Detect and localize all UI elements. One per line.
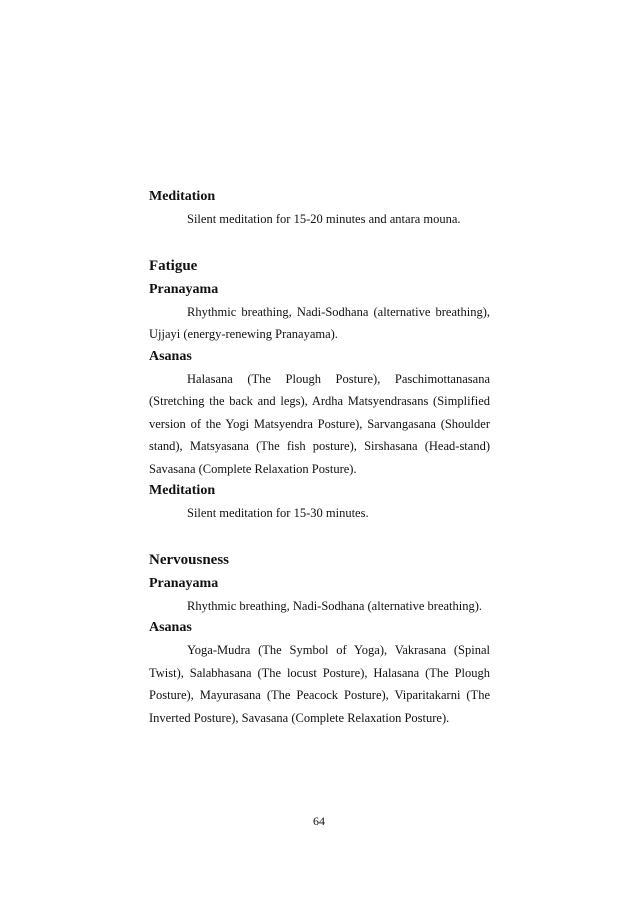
paragraph-pranayama: Rhythmic breathing, Nadi-Sodhana (alternative breathing). bbox=[187, 598, 483, 613]
section-title-fatigue: Fatigue bbox=[149, 257, 198, 274]
subheading-meditation: Meditation bbox=[149, 189, 216, 204]
subheading-pranayama: Pranayama bbox=[149, 281, 219, 297]
spacer bbox=[149, 525, 490, 549]
subheading-asanas: Asanas bbox=[149, 620, 192, 635]
paragraph-asanas: Halasana (The Plough Posture), Paschimottanasana (Stretching the back and legs), Ardha Matsyendrasans (Simplified version of the Yogi Matsyendra Posture), Sarvangasana (Shoulder stand), Matsyasana (The fish posture), Sirshasana (Head-stand) Savasana (Complete Relaxation Posture). bbox=[149, 371, 490, 476]
subheading-pranayama: Pranayama bbox=[149, 575, 219, 591]
paragraph-asanas: Yoga-Mudra (The Symbol of Yoga), Vakrasana (Spinal Twist), Salabhasana (The locust Posture), Halasana (The Plough Posture), Mayurasana (The Peacock Posture), Viparitakarni (The Inverted Posture), Savasana (Complete Relaxation Posture). bbox=[149, 643, 490, 725]
subheading-asanas: Asanas bbox=[149, 348, 192, 364]
paragraph-meditation: Silent meditation for 15-20 minutes and antara mouna. bbox=[187, 212, 461, 226]
page-content bbox=[149, 186, 490, 729]
block-meditation-intro bbox=[149, 186, 490, 231]
section-title-nervousness: Nervousness bbox=[149, 551, 230, 568]
paragraph-meditation: Silent meditation for 15-30 minutes. bbox=[187, 506, 369, 520]
subheading-meditation: Meditation bbox=[149, 483, 216, 498]
page-number: 64 bbox=[313, 814, 325, 828]
paragraph-pranayama: Rhythmic breathing, Nadi-Sodhana (alternative breathing), Ujjayi (energy-renewing Pranayama). bbox=[149, 304, 490, 341]
section-nervousness bbox=[149, 549, 490, 730]
section-fatigue bbox=[149, 255, 490, 525]
spacer bbox=[149, 231, 490, 255]
